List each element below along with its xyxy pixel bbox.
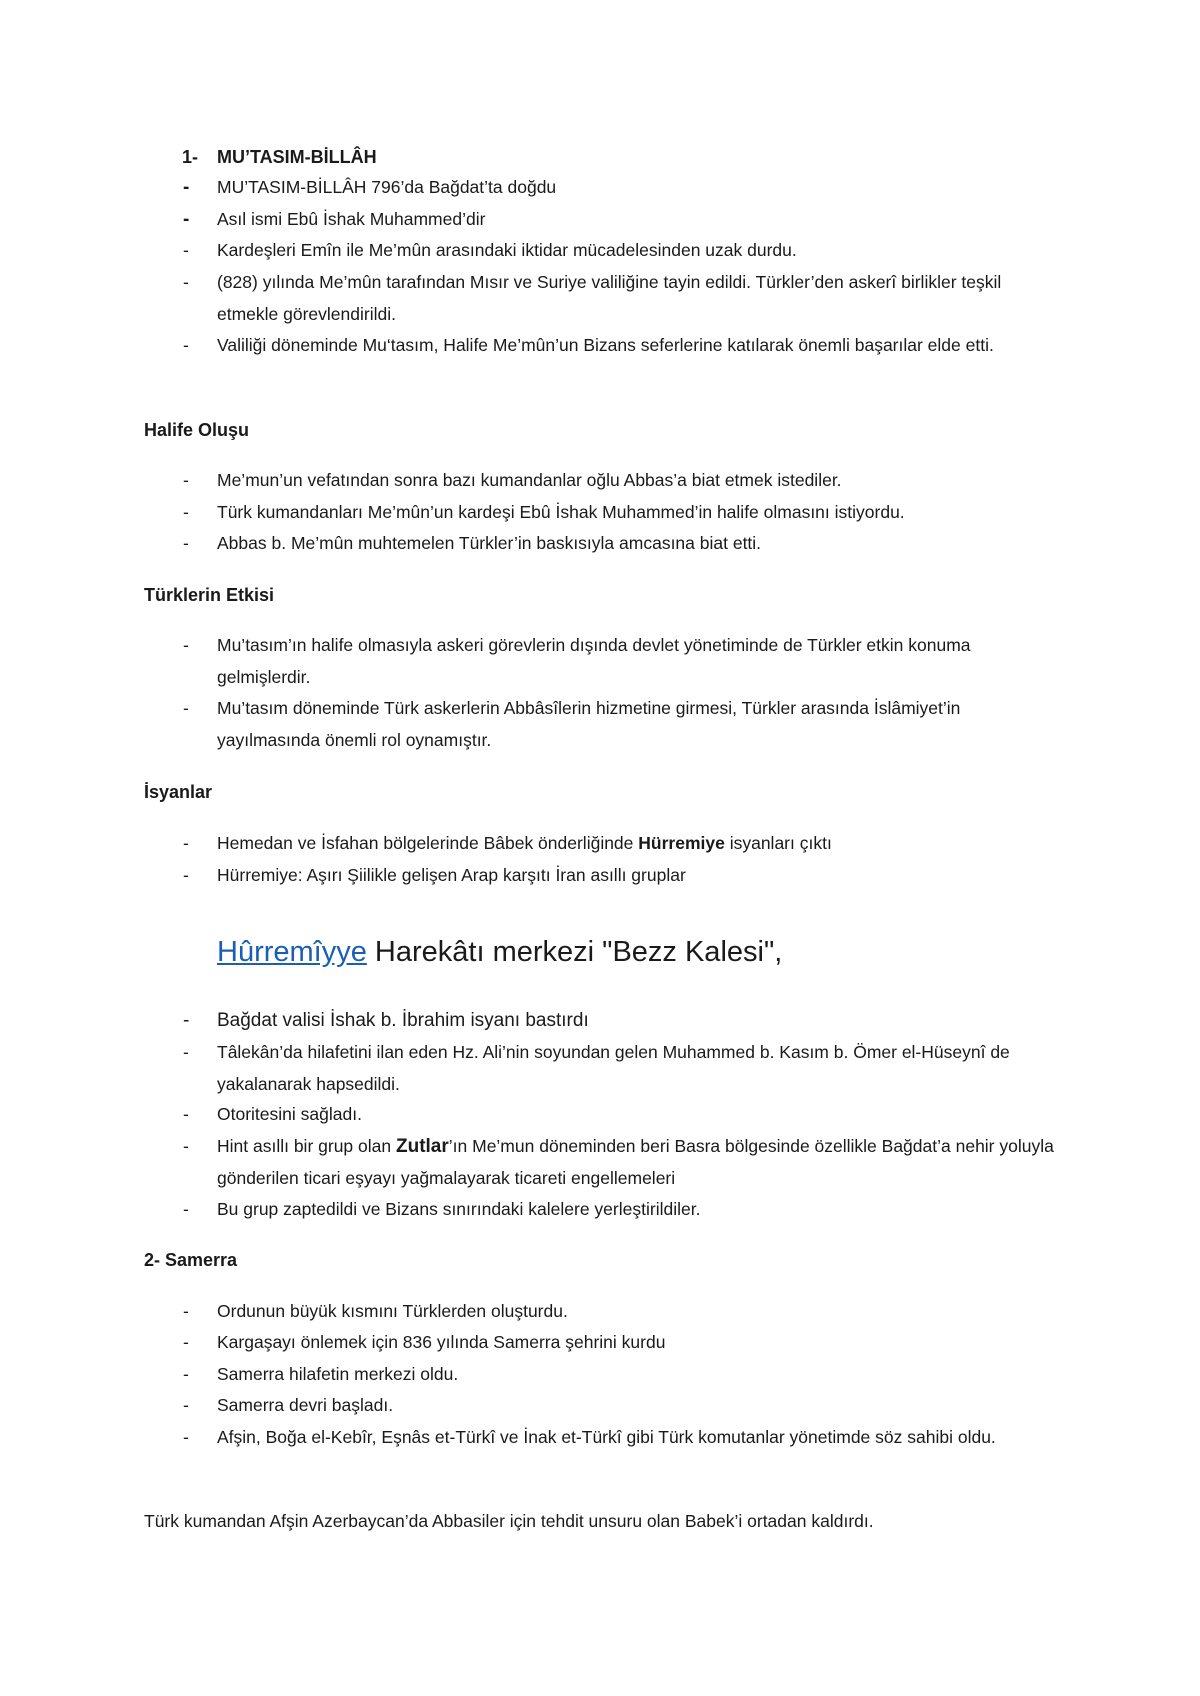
bullet-dash: - [183, 1104, 189, 1124]
bullet-dash: - [183, 1427, 189, 1447]
list-item-text: Hürremiye: Aşırı Şiilikle gelişen Arap karşıtı İran asıllı gruplar [217, 865, 686, 885]
list-item-text: Me’mun’un vefatından sonra bazı kumandanlar oğlu Abbas’a biat etmek istediler. [217, 470, 842, 490]
bullet-dash: - [183, 470, 189, 490]
list-item-text: Otoritesini sağladı. [217, 1104, 362, 1124]
bullet-dash: - [183, 1301, 189, 1321]
bullet-dash: - [183, 240, 189, 260]
list-item-text: Kardeşleri Emîn ile Me’mûn arasındaki iktidar mücadelesinden uzak durdu. [217, 240, 797, 260]
bullet-dash: - [183, 1042, 189, 1062]
bullet-dash: - [183, 1395, 189, 1415]
list-item-text: MU’TASIM-BİLLÂH 796’da Bağdat’ta doğdu [217, 177, 557, 197]
bullet-dash: - [183, 502, 189, 522]
bullet-dash: - [183, 635, 189, 655]
bullet-dash: - [183, 833, 189, 853]
bullet-dash: - [183, 335, 189, 355]
list-item-text: Valiliği döneminde Mu‘tasım, Halife Me’mûn’un Bizans seferlerine katılarak önemli başarılar elde etti. [217, 335, 994, 355]
bullet-dash: - [183, 698, 189, 718]
section-heading: Halife Oluşu [144, 420, 250, 440]
list-item-text: Hemedan ve İsfahan bölgelerinde Bâbek önderliğinde Hürremiye isyanları çıktı [217, 833, 832, 853]
list-item-text: Türk kumandanları Me’mûn’un kardeşi Ebû İshak Muhammed’in halife olmasını istiyordu. [217, 502, 905, 522]
section-heading: İsyanlar [144, 782, 213, 802]
list-item-text: Mu’tasım döneminde Türk askerlerin Abbâsîlerin hizmetine girmesi, Türkler arasında İslâmiyet’in yayılmasında önemli rol oynamıştır. [217, 698, 961, 750]
list-item-text: Kargaşayı önlemek için 836 yılında Samerra şehrini kurdu [217, 1332, 666, 1352]
list-item-text: Afşin, Boğa el-Kebîr, Eşnâs et-Türkî ve İnak et-Türkî gibi Türk komutanlar yönetimde söz sahibi oldu. [217, 1427, 996, 1447]
bullet-dash: - [183, 1010, 190, 1031]
bold-term: Hürremiye [638, 833, 725, 853]
bullet-dash: - [183, 865, 189, 885]
list-item-text: Tâlekân’da hilafetini ilan eden Hz. Ali’nin soyundan gelen Muhammed b. Kasım b. Ömer el-Hüseynî de yakalanarak hapsedildi. [217, 1042, 1010, 1094]
bold-term: Zutlar [395, 1136, 449, 1157]
title-number: 1- [182, 147, 199, 167]
list-item-text: Bu grup zaptedildi ve Bizans sınırındaki kalelere yerleştirildiler. [217, 1199, 701, 1219]
bullet-dash: - [183, 1332, 189, 1352]
bullet-dash: - [183, 533, 189, 553]
pasted-heading-line: Hûrremîyye Harekâtı merkezi "Bezz Kalesi", [217, 936, 783, 968]
bullet-dash: - [183, 1199, 189, 1219]
list-item-text: Samerra devri başladı. [217, 1395, 394, 1415]
list-item-text: Asıl ismi Ebû İshak Muhammed’dir [217, 209, 486, 229]
section-heading: 2- Samerra [144, 1250, 238, 1270]
list-item-text: Samerra hilafetin merkezi oldu. [217, 1364, 459, 1384]
bullet-dash: - [183, 177, 190, 198]
list-item-text: Hint asıllı bir grup olan Zutlar’ın Me’mun döneminden beri Basra bölgesinde özellikle Bağdat’a nehir yoluyla gönderilen ticari eşyayı yağmalayarak ticareti engellemeleri [217, 1136, 1054, 1188]
list-item-text: Abbas b. Me’mûn muhtemelen Türkler’in baskısıyla amcasına biat etti. [217, 533, 762, 553]
closing-paragraph: Türk kumandan Afşin Azerbaycan’da Abbasiler için tehdit unsuru olan Babek’i ortadan kaldırdı. [144, 1511, 874, 1531]
list-item-text: Bağdat valisi İshak b. İbrahim isyanı bastırdı [217, 1010, 589, 1031]
hurremiyye-link[interactable]: Hûrremîyye [217, 936, 367, 968]
list-item-text: Ordunun büyük kısmını Türklerden oluşturdu. [217, 1301, 568, 1321]
list-item-text: (828) yılında Me’mûn tarafından Mısır ve Suriye valiliğine tayin edildi. Türkler’den askerî birlikler teşkil etmekle görevlendirildi. [217, 272, 1002, 324]
list-item-text: Mu’tasım’ın halife olmasıyla askeri görevlerin dışında devlet yönetiminde de Türkler etkin konuma gelmişlerdir. [217, 635, 971, 687]
bullet-dash: - [183, 209, 190, 230]
section-heading: Türklerin Etkisi [144, 585, 275, 605]
title-text: MU’TASIM-BİLLÂH [217, 147, 377, 167]
bullet-dash: - [183, 1136, 189, 1156]
bullet-dash: - [183, 1364, 189, 1384]
bullet-dash: - [183, 272, 189, 292]
